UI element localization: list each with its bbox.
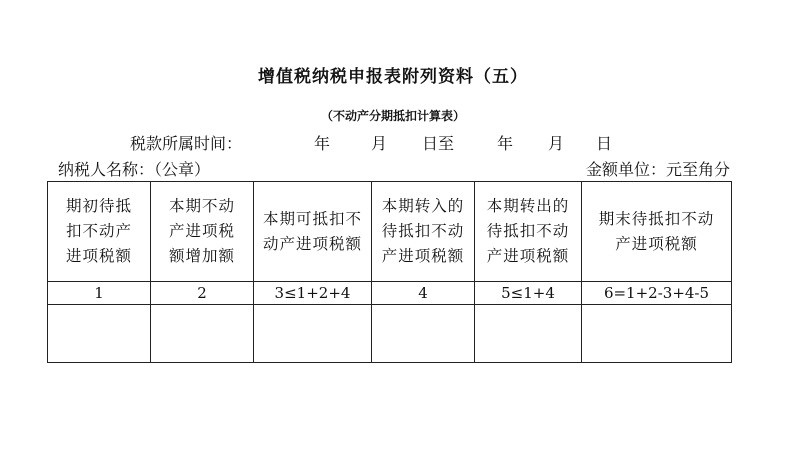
amount-input-cell[interactable] [475, 305, 582, 363]
header-text: 本期可抵扣不动产进项税额 [262, 209, 362, 253]
amount-input-cell[interactable] [151, 305, 254, 363]
amount-input-cell[interactable] [582, 305, 732, 363]
form-subtitle: （不动产分期抵扣计算表） [320, 109, 465, 123]
header-text: 本期不动产进项税额增加额 [168, 197, 235, 265]
period-start-month: 月 [371, 134, 388, 153]
table-data-row [48, 305, 732, 363]
form-title: 增值税纳税申报表附列资料（五） [258, 67, 528, 87]
table-header-row [48, 182, 732, 282]
amount-unit-label: 金额单位：元至角分 [585, 160, 730, 179]
amount-input-cell[interactable] [372, 305, 475, 363]
header-cell [254, 182, 372, 282]
taxpayer-info-row [58, 157, 730, 179]
deduction-table [47, 181, 732, 363]
number-cell: 6=1+2-3+4-5 [582, 282, 732, 305]
period-end-year: 年 [497, 134, 514, 153]
table-number-row [48, 282, 732, 305]
header-text: 期初待抵扣不动产进项税额 [65, 197, 132, 265]
number-cell: 4 [372, 282, 475, 305]
number-cell: 5≤1+4 [475, 282, 582, 305]
tax-period-label: 税款所属时间： [130, 134, 243, 153]
taxpayer-name-label: 纳税人名称：（公章） [58, 160, 211, 179]
amount-input-cell[interactable] [48, 305, 151, 363]
header-text: 本期转出的待抵扣不动产进项税额 [486, 197, 570, 265]
header-text: 本期转入的待抵扣不动产进项税额 [381, 197, 465, 265]
header-cell [151, 182, 254, 282]
header-cell [372, 182, 475, 282]
header-cell [48, 182, 151, 282]
period-start-year: 年 [314, 134, 331, 153]
number-cell: 1 [48, 282, 151, 305]
period-end-month: 月 [548, 134, 565, 153]
number-cell: 2 [151, 282, 254, 305]
header-cell [475, 182, 582, 282]
header-text: 期末待抵扣不动产进项税额 [598, 209, 715, 253]
amount-input-cell[interactable] [254, 305, 372, 363]
header-cell [582, 182, 732, 282]
period-end-day: 日 [596, 134, 613, 153]
period-start-day-to: 日至 [422, 134, 455, 153]
number-cell: 3≤1+2+4 [254, 282, 372, 305]
